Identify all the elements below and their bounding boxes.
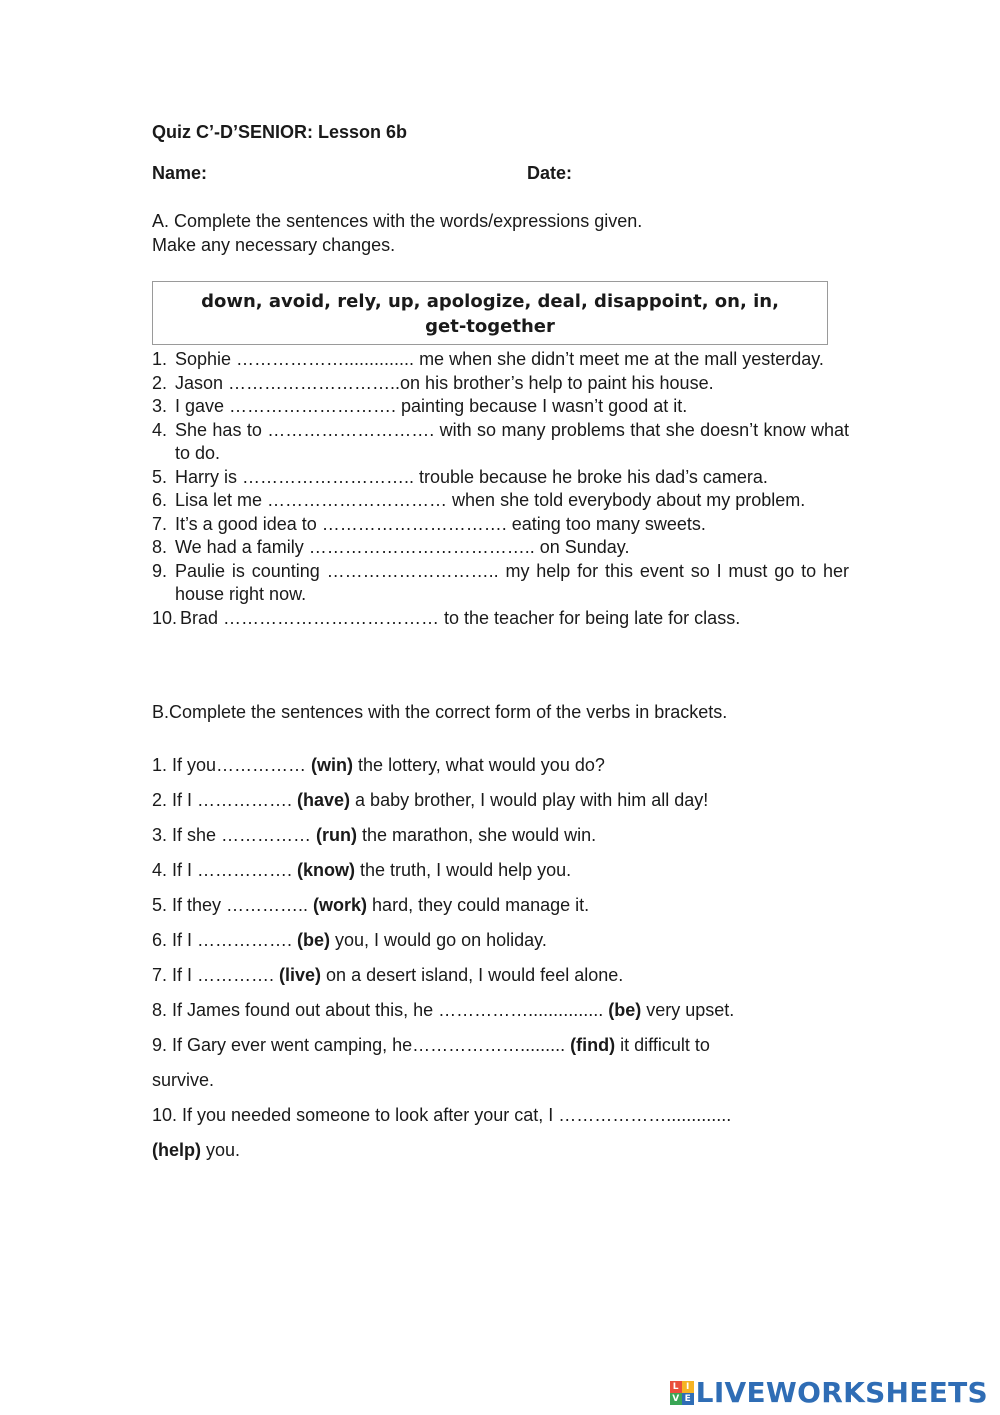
item-text: Brad ……………………………… to the teacher for being late for class. [180, 607, 741, 628]
section-b-instruction: B.Complete the sentences with the correct form of the verbs in brackets. [152, 702, 728, 722]
list-item [152, 560, 849, 607]
quiz-title: Quiz C’-D’SENIOR: Lesson 6b [152, 122, 408, 142]
sentence-start: 10. If you needed someone to look after your cat, I ………………............. [152, 1105, 732, 1125]
list-item [152, 395, 849, 419]
item-number: 10. [152, 607, 178, 628]
item-number: 4. [152, 419, 168, 440]
sentence-end: a baby brother, I would play with him all day! [350, 790, 709, 810]
word-bank-line2: get-together [425, 316, 555, 337]
sentence-start: 9. If Gary ever went camping, he………………......... [152, 1035, 571, 1055]
list-item [152, 536, 849, 560]
sentence-end: the marathon, she would win. [357, 825, 597, 845]
logo-tile-l: L [670, 1381, 682, 1393]
list-item [152, 489, 849, 513]
verb-hint: (have) [297, 790, 351, 810]
sentence-end: you. [201, 1140, 241, 1160]
sentence-start: 4. If I ……………. [152, 860, 298, 880]
list-item [152, 348, 849, 372]
sentence-end: the truth, I would help you. [355, 860, 572, 880]
sentence-start: 8. If James found out about this, he ……………............... [152, 1000, 609, 1020]
list-item [152, 818, 849, 853]
sentence-end: it difficult to [615, 1035, 710, 1055]
item-number: 5. [152, 466, 168, 487]
list-item [152, 958, 849, 993]
list-item [152, 853, 849, 888]
sentence-start: 5. If they ………….. [152, 895, 314, 915]
sentence-start: 7. If I …………. [152, 965, 280, 985]
verb-hint: (run) [316, 825, 358, 845]
item-text: Lisa let me ………………………… when she told everybody about my problem. [175, 490, 806, 510]
verb-hint: (be) [297, 930, 331, 950]
verb-hint: (help) [152, 1140, 201, 1160]
section-a-instruction-line1: A. Complete the sentences with the words/expressions given. [152, 211, 643, 231]
sentence-start: 6. If I ……………. [152, 930, 298, 950]
item-text: She has to ………………………. with so many problems that she doesn’t know what to do. [175, 419, 849, 463]
item-number: 2. [152, 372, 168, 393]
sentence-end: hard, they could manage it. [367, 895, 590, 915]
date-label: Date: [527, 163, 573, 183]
name-label: Name: [152, 163, 208, 183]
item-text: We had a family ……………………………….. on Sunday. [175, 537, 630, 557]
item-number: 7. [152, 513, 168, 534]
item-text: Jason ………………………..on his brother’s help to paint his house. [175, 372, 714, 393]
verb-hint: (live) [279, 965, 322, 985]
verb-hint: (win) [311, 755, 354, 775]
logo-tile-v: V [670, 1393, 682, 1405]
list-item [152, 466, 849, 490]
item-text: Sophie ……………….............. me when she didn’t meet me at the mall yesterday. [175, 349, 824, 369]
verb-hint: (work) [313, 895, 368, 915]
verb-hint: (know) [297, 860, 356, 880]
section-a-instructions [152, 209, 642, 257]
verb-hint: (find) [570, 1035, 616, 1055]
list-item [152, 513, 849, 537]
list-item [152, 748, 849, 783]
logo-tile-e: E [682, 1393, 694, 1405]
item-number: 1. [152, 349, 168, 369]
section-a-list [152, 348, 849, 630]
section-a-instruction-line2: Make any necessary changes. [152, 235, 396, 255]
item-number: 3. [152, 396, 168, 416]
item-number: 8. [152, 537, 168, 557]
list-item [152, 888, 849, 923]
list-item [152, 1063, 849, 1098]
item-text: Harry is ……………………….. trouble because he broke his dad’s camera. [175, 466, 768, 487]
list-item [152, 1028, 849, 1063]
sentence-start: survive. [152, 1070, 215, 1090]
list-item [152, 993, 849, 1028]
item-text: It’s a good idea to …………………………. eating too many sweets. [175, 513, 706, 534]
sentence-end: the lottery, what would you do? [353, 755, 605, 775]
logo-text: LIVEWORKSHEETS [695, 1376, 988, 1409]
word-bank-box [152, 281, 828, 345]
list-item [152, 607, 849, 631]
list-item [152, 419, 849, 466]
verb-hint: (be) [608, 1000, 642, 1020]
sentence-end: very upset. [641, 1000, 735, 1020]
list-item [152, 372, 849, 396]
logo-tile-i: I [682, 1381, 694, 1393]
sentence-end: on a desert island, I would feel alone. [321, 965, 624, 985]
item-number: 9. [152, 560, 168, 581]
list-item [152, 783, 849, 818]
liveworksheets-logo [670, 1376, 988, 1409]
list-item [152, 1098, 849, 1133]
item-text: I gave ………………………. painting because I wasn’t good at it. [175, 396, 688, 416]
item-text: Paulie is counting ……………………….. my help for this event so I must go to her house right now. [175, 560, 849, 604]
section-b-list [152, 748, 849, 1168]
liveworksheets-logo-icon [670, 1381, 694, 1405]
sentence-end: you, I would go on holiday. [330, 930, 547, 950]
word-bank-line1: down, avoid, rely, up, apologize, deal, disappoint, on, in, [201, 291, 779, 312]
sentence-start: 1. If you…………… [152, 755, 312, 775]
list-item [152, 923, 849, 958]
list-item [152, 1133, 849, 1168]
sentence-start: 3. If she …………… [152, 825, 317, 845]
sentence-start: 2. If I ……………. [152, 790, 298, 810]
item-number: 6. [152, 490, 168, 510]
